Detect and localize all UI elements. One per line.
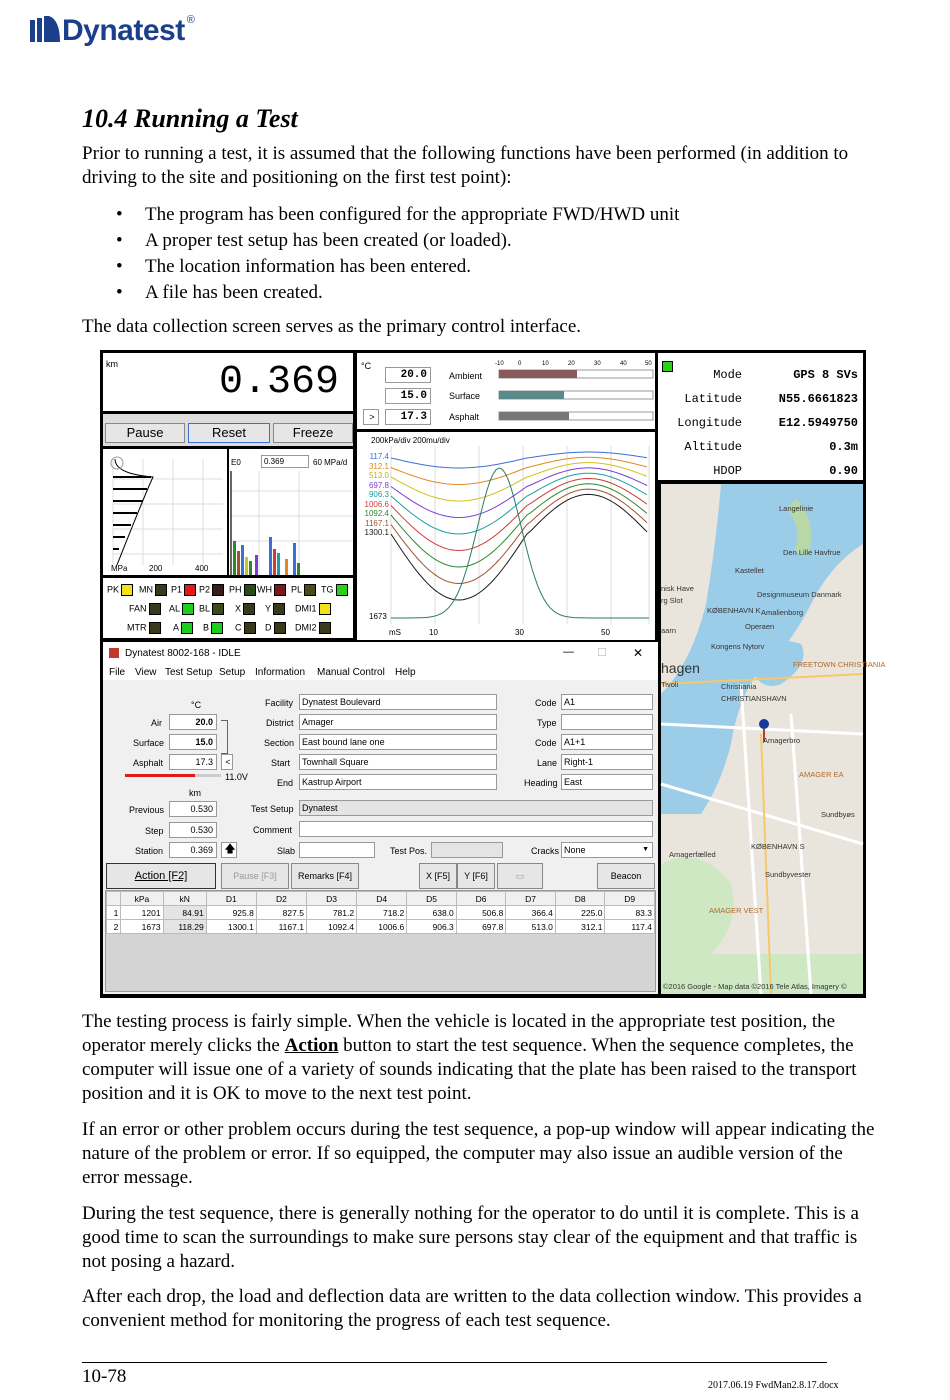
title-bar: [103, 642, 658, 664]
map-label: Sundbyvester: [765, 870, 811, 879]
series-label: 1167.1: [365, 518, 389, 528]
minimize-icon[interactable]: —: [563, 646, 574, 658]
series-label: 117.4: [369, 452, 389, 461]
indicator-label: PK: [107, 584, 120, 595]
indicator-label: PH: [229, 584, 242, 595]
map-label: rg Slot: [661, 596, 683, 605]
menu-bar: [103, 664, 658, 680]
temp-expand-button[interactable]: >: [363, 409, 379, 425]
drop-data-area: [105, 890, 656, 992]
code-label: Code: [535, 698, 557, 708]
gps-mode-value: GPS 8 SVs: [793, 368, 858, 382]
action-label: Action [F2]: [134, 870, 188, 882]
indicator-led: [243, 603, 255, 615]
distance-display: [103, 353, 353, 411]
temp-unit: °C: [191, 700, 202, 710]
indicator-p1: [171, 584, 196, 596]
column-header: D7: [506, 892, 556, 906]
table-cell: 1092.4: [306, 920, 356, 934]
modulus-profile-plot: [103, 449, 227, 575]
km-unit: km: [189, 788, 201, 798]
deflection-series-line: [391, 452, 647, 468]
e0-unit: 60 MPa/d: [313, 458, 348, 467]
longitude-label: Longitude: [677, 416, 742, 430]
map-label: AMAGER VEST: [709, 906, 764, 915]
hdop-value: 0.90: [829, 464, 858, 478]
comment-label: Comment: [253, 825, 293, 835]
column-header: D2: [256, 892, 306, 906]
app-icon: [109, 648, 119, 658]
lane-label: Lane: [537, 758, 558, 768]
freeze-button[interactable]: Freeze: [273, 423, 353, 443]
indicator-label: WH: [257, 584, 272, 595]
column-header: D3: [306, 892, 356, 906]
table-cell: 925.8: [206, 906, 256, 920]
temp-scale-tick: 40: [620, 361, 627, 367]
series-label: 1092.4: [364, 509, 389, 518]
end-field[interactable]: Kastrup Airport: [299, 774, 497, 790]
map-label: Amagerbro: [763, 736, 801, 745]
slab-field[interactable]: [299, 842, 375, 858]
menu-manual-control[interactable]: Manual Control: [317, 667, 385, 678]
asphalt-red-marker: [125, 774, 195, 777]
indicator-mtr: [127, 622, 161, 634]
indicator-b: [203, 622, 223, 634]
temp-collapse-button[interactable]: <: [221, 754, 233, 770]
column-header: [107, 892, 121, 906]
section-field[interactable]: East bound lane one: [299, 734, 497, 750]
x-tick: 30: [515, 628, 524, 637]
e0-field: 0.369: [261, 455, 309, 468]
deflection-series-line: [391, 468, 647, 518]
indicator-dmi2: [295, 622, 331, 634]
table-cell: 225.0: [555, 906, 605, 920]
series-label: 697.8: [368, 480, 389, 490]
map-label: Kastellet: [735, 566, 764, 575]
layer-modulus-bars: [229, 471, 353, 575]
map-label: Den Lille Havfrue: [783, 548, 841, 557]
indicator-led: [121, 584, 133, 596]
main-app-window: [103, 642, 658, 994]
table-cell: 1673: [121, 920, 163, 934]
logo-registered: ®: [186, 14, 195, 26]
indicator-dmi1: [295, 603, 331, 615]
asphalt-label: Asphalt: [449, 412, 480, 422]
process-paragraph: [82, 1010, 882, 1106]
code2-field[interactable]: A1+1: [561, 734, 653, 750]
indicator-label: PL: [291, 584, 303, 595]
air-temp-field[interactable]: 20.0: [169, 714, 217, 730]
indicator-label: X: [235, 603, 242, 614]
gps-panel: [658, 353, 863, 480]
slab-label: Slab: [277, 846, 296, 856]
e0-label: E0: [231, 458, 241, 467]
table-cell: 84.91: [163, 906, 206, 920]
indicator-led: [181, 622, 193, 634]
series-label: 1300.1: [364, 528, 389, 537]
column-header: D5: [407, 892, 457, 906]
table-cell: 312.1: [555, 920, 605, 934]
menu-setup[interactable]: Setup: [219, 667, 246, 678]
code-field[interactable]: A1: [561, 694, 653, 710]
table-cell: 1167.1: [256, 920, 306, 934]
pause-button[interactable]: Pause: [105, 423, 185, 443]
x-tick: 10: [429, 628, 438, 637]
x-button[interactable]: X [F5]: [419, 863, 457, 889]
facility-label: Facility: [265, 698, 294, 708]
remarks-button[interactable]: Remarks [F4]: [291, 863, 359, 889]
ambient-label: Ambient: [449, 371, 483, 381]
action-button[interactable]: [106, 863, 216, 889]
ambient-temp-field: 20.0: [385, 367, 431, 383]
deflection-series-labels: [359, 452, 389, 538]
test-setup-label: Test Setup: [251, 804, 294, 814]
indicator-led: [212, 603, 224, 615]
modulus-tick: MPa: [111, 564, 128, 573]
pause-f3-button[interactable]: Pause [F3]: [221, 863, 289, 889]
indicator-led: [184, 584, 196, 596]
indicator-label: DMI1: [295, 603, 317, 614]
map-label: KØBENHAVN S: [751, 842, 805, 851]
deflection-plot: [357, 432, 655, 640]
indicator-led: [273, 603, 285, 615]
menu-help[interactable]: Help: [395, 667, 416, 678]
menu-file[interactable]: File: [109, 667, 126, 678]
voltage-reading: 11.0V: [225, 772, 248, 782]
map-label: Langelinie: [779, 504, 814, 513]
asphalt-marker-track: [195, 774, 221, 777]
start-field[interactable]: Townhall Square: [299, 754, 497, 770]
altitude-value: 0.3m: [829, 440, 858, 454]
indicator-led: [149, 603, 161, 615]
type-label: Type: [537, 718, 557, 728]
column-header: D6: [456, 892, 506, 906]
dynatest-logo: [28, 14, 195, 48]
column-header: kN: [163, 892, 206, 906]
table-cell: 506.8: [456, 906, 506, 920]
map-graphic: [661, 484, 863, 994]
temp-scale-tick: 0: [518, 361, 522, 367]
temp-scale-tick: 30: [594, 361, 601, 367]
table-cell: 2: [107, 920, 121, 934]
surface-label: Surface: [133, 738, 165, 748]
indicator-label: FAN: [129, 603, 147, 614]
indicator-led: [336, 584, 348, 596]
table-cell: 117.4: [605, 920, 655, 934]
map-label: Christiania: [721, 682, 757, 691]
indicator-al: [169, 603, 194, 615]
indicator-label: C: [235, 622, 242, 633]
station-up-arrow-icon[interactable]: 🡅: [221, 842, 237, 858]
x-tick: 50: [601, 628, 610, 637]
asphalt-temp-field[interactable]: 17.3: [169, 754, 217, 770]
column-header: D1: [206, 892, 256, 906]
indicator-label: DMI2: [295, 622, 317, 633]
test-pos-field: [431, 842, 503, 858]
deflection-series-line: [391, 479, 647, 551]
column-header: D8: [555, 892, 605, 906]
temperature-bars: [495, 358, 655, 428]
data-paragraph: After each drop, the load and deflection data are written to the data collection window. This provides a convenient method for monitoring the progress of each test sequence.: [82, 1286, 862, 1331]
start-label: Start: [271, 758, 291, 768]
table-cell: 366.4: [506, 906, 556, 920]
map-label: FREETOWN CHRISTIANIA: [793, 660, 886, 669]
indicator-label: AL: [169, 603, 181, 614]
end-label: End: [277, 778, 294, 788]
indicator-led: [182, 603, 194, 615]
heading-label: Heading: [524, 778, 558, 788]
indicator-led: [274, 584, 286, 596]
map-label: nisk Have: [661, 584, 694, 593]
map-label: Kongens Nytorv: [711, 642, 765, 651]
temp-scale-tick: 50: [645, 361, 652, 367]
indicator-wh: [257, 584, 286, 596]
map-attribution: ©2016 Google - Map data ©2016 Tele Atlas, Imagery ©: [663, 982, 847, 991]
temp-scale-tick: 20: [568, 361, 575, 367]
logo-mark-icon: [28, 14, 62, 44]
indicator-mn: [139, 584, 167, 596]
indicator-tg: [321, 584, 348, 596]
indicator-label: TG: [321, 584, 334, 595]
cracks-value: None: [564, 845, 586, 855]
list-item: • A file has been created.: [82, 280, 679, 306]
indicator-led: [319, 622, 331, 634]
temp-scale-tick: 10: [542, 361, 549, 367]
indicator-a: [173, 622, 193, 634]
hdop-label: HDOP: [713, 464, 742, 478]
load-pulse-line: [391, 468, 649, 618]
section-heading: 10.4 Running a Test: [82, 104, 298, 133]
facility-field[interactable]: Dynatest Boulevard: [299, 694, 497, 710]
process-text-cont: button to start the test sequence. When the sequence completes, the computer will issue one of a variety of sounds indicating that the plate has been raised to the transport position and it is OK to move to the next test point.: [82, 1035, 857, 1104]
indicator-led: [304, 584, 316, 596]
latitude-value: N55.6661823: [778, 392, 858, 406]
table-cell: 697.8: [456, 920, 506, 934]
indicator-led: [244, 584, 256, 596]
table-cell: 827.5: [256, 906, 306, 920]
indicator-led: [149, 622, 161, 634]
surface-temp-field: 15.0: [385, 388, 431, 404]
asphalt-temp-field: 17.3: [385, 409, 431, 425]
previous-field[interactable]: 0.530: [169, 801, 217, 817]
indicator-led: [155, 584, 167, 596]
error-paragraph: If an error or other problem occurs during the test sequence, a pop-up window will appear indicating the nature of the problem or error. If so equipped, the computer may also issue an audible version of the error message.: [82, 1119, 875, 1188]
table-cell: 1006.6: [357, 920, 407, 934]
table-cell: 513.0: [506, 920, 556, 934]
temperature-unit: °C: [361, 361, 372, 371]
deflection-scale-label: 200kPa/div 200mu/div: [371, 436, 450, 445]
surface-temp-field[interactable]: 15.0: [169, 734, 217, 750]
list-item: • A proper test setup has been created (or loaded).: [82, 228, 679, 254]
asphalt-label: Asphalt: [133, 758, 164, 768]
list-item: • The program has been configured for the appropriate FWD/HWD unit: [82, 202, 679, 228]
indicator-label: MTR: [127, 622, 147, 633]
close-icon[interactable]: ✕: [633, 646, 644, 660]
gps-mode-label: Mode: [713, 368, 742, 382]
cracks-label: Cracks: [531, 846, 560, 856]
code2-label: Code: [535, 738, 557, 748]
indicator-c: [235, 622, 256, 634]
action-emphasis: Action: [284, 1035, 339, 1056]
temperature-panel: [357, 353, 655, 429]
logo-text: Dynatest: [62, 14, 185, 47]
map-label: hagen: [661, 660, 700, 676]
map-label: Sundbyøs: [821, 810, 855, 819]
footer-divider: [82, 1362, 827, 1363]
table-cell: 638.0: [407, 906, 457, 920]
comment-field[interactable]: [299, 821, 653, 837]
indicator-label: A: [173, 622, 180, 633]
lane-field[interactable]: Right-1: [561, 754, 653, 770]
map-label: CHRISTIANSHAVN: [721, 694, 787, 703]
indicator-pl: [291, 584, 316, 596]
series-label: 1006.6: [364, 499, 389, 509]
district-field[interactable]: Amager: [299, 714, 497, 730]
altitude-label: Altitude: [684, 440, 742, 454]
table-cell: 718.2: [357, 906, 407, 920]
table-row[interactable]: [107, 920, 655, 934]
district-label: District: [266, 718, 294, 728]
indicator-label: P1: [171, 584, 183, 595]
latitude-label: Latitude: [684, 392, 742, 406]
series-label: 906.3: [368, 490, 389, 499]
reset-button[interactable]: Reset: [188, 423, 270, 443]
test-setup-field[interactable]: Dynatest: [299, 800, 653, 816]
map-label: AMAGER EA: [799, 770, 844, 779]
map-label: Operaen: [745, 622, 775, 631]
map-label: Amalienborg: [761, 608, 804, 617]
station-field[interactable]: 0.369: [169, 842, 217, 858]
prerequisites-list: [82, 202, 679, 306]
distance-unit: km: [106, 359, 118, 369]
heading-field[interactable]: East: [561, 774, 653, 790]
drop-data-table: [106, 891, 655, 934]
indicator-fan: [129, 603, 161, 615]
longitude-value: E12.5949750: [778, 416, 858, 430]
indicator-label: MN: [139, 584, 153, 595]
map-label: Tivoli: [661, 680, 679, 689]
control-buttons: [103, 414, 353, 446]
indicator-led: [244, 622, 256, 634]
indicator-d: [265, 622, 286, 634]
document-id: 2017.06.19 FwdMan2.8.17.docx: [708, 1380, 839, 1391]
layer-modulus-chart: [229, 449, 353, 575]
window-title: Dynatest 8002-168 - IDLE: [125, 648, 241, 659]
test-pos-label: Test Pos.: [390, 846, 428, 856]
table-cell: 83.3: [605, 906, 655, 920]
menu-view[interactable]: View: [135, 667, 157, 678]
table-row[interactable]: [107, 906, 655, 920]
map-label: KØBENHAVN K: [707, 606, 761, 615]
indicator-led: [212, 584, 224, 596]
indicator-y: [265, 603, 285, 615]
table-cell: 906.3: [407, 920, 457, 934]
process-text: The testing process is fairly simple. When the vehicle is located in the appropriate test position, the operator merely clicks the: [82, 1011, 836, 1056]
table-cell: 1201: [121, 906, 163, 920]
modulus-tick: 200: [149, 564, 163, 573]
table-cell: 1: [107, 906, 121, 920]
indicator-x: [235, 603, 255, 615]
indicator-led: [274, 622, 286, 634]
column-header: D4: [357, 892, 407, 906]
indicator-led: [319, 603, 331, 615]
step-field[interactable]: 0.530: [169, 822, 217, 838]
previous-label: Previous: [129, 805, 165, 815]
load-label: 1673: [369, 612, 387, 621]
air-label: Air: [151, 718, 162, 728]
y-button[interactable]: Y [F6]: [457, 863, 495, 889]
map-label: Designmuseum Danmark: [757, 590, 842, 599]
table-cell: 1300.1: [206, 920, 256, 934]
page-number: 10-78: [82, 1366, 127, 1387]
indicator-label: P2: [199, 584, 211, 595]
maximize-icon[interactable]: ☐: [597, 647, 607, 659]
map-label: Amagerfælled: [669, 850, 716, 859]
temp-scale-tick: -10: [495, 361, 504, 367]
indicator-led: [211, 622, 223, 634]
station-label: Station: [135, 846, 164, 856]
series-label: 513.0: [368, 471, 389, 480]
map-panel[interactable]: [661, 484, 886, 994]
intro-paragraph: Prior to running a test, it is assumed that the following functions have been performed (in addition to driving to the site and positioning on the first test point):: [82, 143, 849, 188]
surface-label: Surface: [449, 391, 481, 401]
distance-value: 0.369: [218, 360, 339, 405]
table-cell: 781.2: [306, 906, 356, 920]
deflection-chart: [357, 432, 655, 640]
step-label: Step: [145, 826, 164, 836]
screen-intro: The data collection screen serves as the primary control interface.: [82, 316, 582, 337]
camera-icon: ▭: [515, 871, 525, 881]
modulus-profile-chart: [103, 449, 227, 575]
table-header-row: [107, 892, 655, 906]
indicator-pk: [107, 584, 133, 596]
indicator-label: Y: [265, 603, 272, 614]
chevron-down-icon: ▼: [642, 846, 649, 853]
indicator-bl: [199, 603, 224, 615]
cracks-select[interactable]: [561, 842, 653, 858]
list-item: • The location information has been entered.: [82, 254, 679, 280]
indicator-p2: [199, 584, 224, 596]
beacon-button[interactable]: Beacon: [597, 863, 655, 889]
status-indicators: [103, 578, 353, 638]
indicator-label: B: [203, 622, 210, 633]
modulus-tick: 400: [195, 564, 209, 573]
menu-information[interactable]: Information: [255, 667, 306, 678]
data-collection-screenshot: [100, 350, 886, 998]
section-label: Section: [264, 738, 295, 748]
type-field[interactable]: [561, 714, 653, 730]
map-label: aarn: [661, 626, 677, 635]
menu-test-setup[interactable]: Test Setup: [165, 667, 213, 678]
x-tick: mS: [389, 628, 401, 637]
indicator-label: BL: [199, 603, 211, 614]
series-label: 312.1: [368, 461, 389, 471]
column-header: kPa: [121, 892, 163, 906]
temp-bracket: [221, 720, 228, 754]
table-cell: 118.29: [163, 920, 206, 934]
sequence-paragraph: During the test sequence, there is generally nothing for the operator to do until it is complete. This is a good time to scan the surroundings to make sure persons stay clear of the equipment and that traffic is not posing a hazard.: [82, 1203, 859, 1272]
column-header: D9: [605, 892, 655, 906]
camera-button[interactable]: [497, 863, 543, 889]
indicator-label: D: [265, 622, 272, 633]
indicator-ph: [229, 584, 256, 596]
